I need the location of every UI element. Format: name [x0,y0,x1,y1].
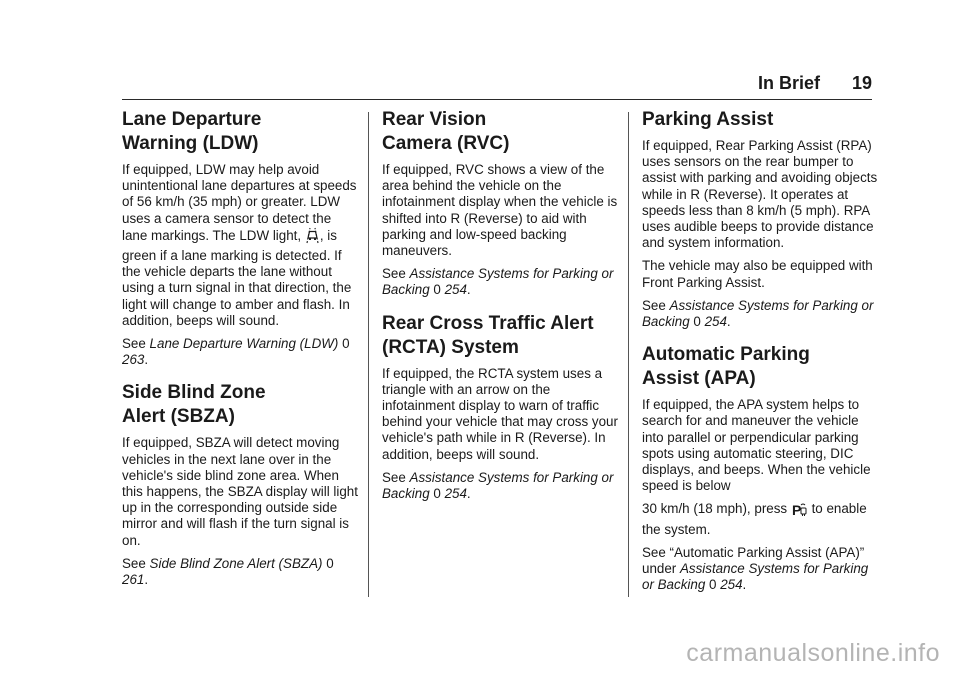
rcta-heading: Rear Cross Traffic Alert (RCTA) System [382,312,594,358]
ldw-ref-link[interactable]: Lane Departure Warning (LDW) [149,336,339,352]
apa-heading: Automatic Parking Assist (APA) [642,344,810,390]
column-1 [122,108,358,595]
page-ref-arrow-icon: 0 [693,314,701,330]
rvc-ref-page[interactable]: 254 [444,282,467,298]
apa-instruction: 30 km/h (18 mph), press P to enable the system. [642,501,867,537]
column-divider-2 [628,112,629,597]
rvc-heading: Rear Vision Camera (RVC) [382,109,510,154]
header-section-title: In Brief [757,73,820,93]
rvc-ref-link[interactable]: Assistance Systems for Parking or Backing [382,266,614,298]
rcta-section [382,312,618,503]
column-3 [642,108,878,600]
page-ref-arrow-icon: 0 [433,486,441,502]
pa-ref-page[interactable]: 254 [704,314,727,330]
parking-assist-front: The vehicle may also be equipped with Front Parking Assist. [642,258,873,290]
apa-body: If equipped, the APA system helps to search for and maneuver the vehicle into parallel or perpendicular parking spots using automatic steering, DIC displays, and beeps. When the vehicle speed is below [642,397,871,494]
sbza-reference: See Side Blind Zone Alert (SBZA) 0 261. [122,555,334,588]
apa-ref-page[interactable]: 254 [720,577,743,593]
parking-assist-icon [792,502,807,521]
watermark: carmanualsonline.info [686,639,940,667]
sbza-ref-link[interactable]: Side Blind Zone Alert (SBZA) [149,555,323,571]
ldw-body: If equipped, LDW may help avoid unintentional lane departures at speeds of 56 km/h (35 mph) or greater. LDW uses a camera sensor to detect the lane markings. The LDW light, , is green if a lane marking is detected. If the vehicle departs the lane without using a turn signal in that direction, the light will change to amber and flash. In addition, beeps will sound. [122,162,357,328]
lane-departure-icon [306,227,319,248]
apa-section [642,343,878,593]
rvc-body: If equipped, RVC shows a view of the area behind the vehicle on the infotainment display when the vehicle is shifted into R (Reverse) to aid with parking and low-speed backing maneuvers. [382,162,618,259]
ldw-heading: Lane Departure Warning (LDW) [122,109,262,154]
page-ref-arrow-icon: 0 [342,336,350,352]
page-ref-arrow-icon: 0 [326,555,334,571]
ldw-section [122,108,358,368]
rcta-ref-link[interactable]: Assistance Systems for Parking or Backing [382,469,614,502]
page-ref-arrow-icon: 0 [709,577,717,593]
pa-ref-link[interactable]: Assistance Systems for Parking or Backing [642,297,874,330]
parking-assist-section [642,108,878,330]
rvc-reference: See Assistance Systems for Parking or Backing 0 254. [382,266,614,298]
svg-text:P: P [791,502,802,518]
column-2 [382,108,618,509]
apa-ref-link[interactable]: Assistance Systems for Parking or Backing [642,561,869,593]
rcta-reference: See Assistance Systems for Parking or Backing 0 254. [382,469,614,502]
column-divider-1 [368,112,369,597]
apa-reference: See “Automatic Parking Assist (APA)” under Assistance Systems for Parking or Backing 0 254. [642,544,869,593]
parking-assist-reference: See Assistance Systems for Parking or Backing 0 254. [642,297,874,330]
sbza-body: If equipped, SBZA will detect moving vehicles in the next lane over in the vehicle's side blind zone area. When this happens, the SBZA display will light up in the corresponding outside side mirror and will flash if the turn signal is on. [122,435,358,548]
ldw-ref-page[interactable]: 263 [122,352,145,368]
ldw-reference: See Lane Departure Warning (LDW) 0 263. [122,336,350,368]
sbza-section [122,381,358,588]
sbza-heading: Side Blind Zone Alert (SBZA) [122,382,266,428]
page-header [122,73,872,100]
sbza-ref-page[interactable]: 261 [122,572,145,588]
page-ref-arrow-icon: 0 [433,282,441,298]
header-page-number: 19 [851,73,872,93]
parking-assist-heading: Parking Assist [642,109,774,130]
rvc-section [382,108,618,299]
rcta-body: If equipped, the RCTA system uses a triangle with an arrow on the infotainment display to warn of traffic behind your vehicle that may cross your vehicle's path while in R (Reverse). In addition, beeps will sound. [382,365,618,462]
rcta-ref-page[interactable]: 254 [444,486,467,502]
parking-assist-body: If equipped, Rear Parking Assist (RPA) uses sensors on the rear bumper to assist with parking and avoiding objects while in R (Reverse). It operates at speeds less than 8 km/h (5 mph). RPA uses audible beeps to provide distance and system information. [642,138,878,251]
